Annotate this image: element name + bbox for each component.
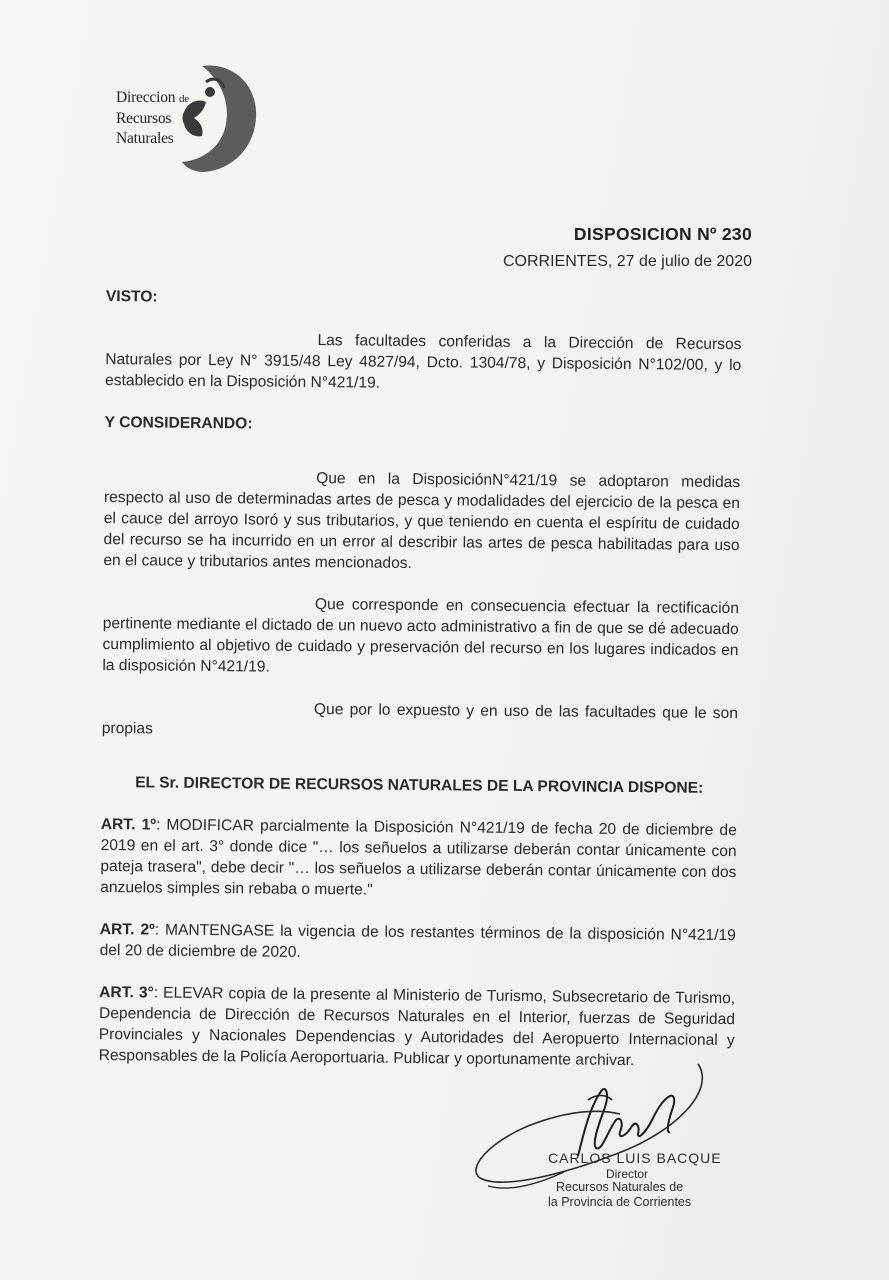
- article-text: : ELEVAR copia de la presente al Ministerio de Turismo, Subsecretario de Turismo, Dependencia de Dirección de Recursos Naturales en el Interior, fuerzas de Seguridad Provinciales y Nacionales Dependencias y Autoridades del Aeropuerto Internacional y Responsables de la Policía Aeroportuaria. Publicar y oportunamente archivar.: [98, 984, 736, 1070]
- document-header: [503, 224, 752, 271]
- article-label: ART. 1º: [100, 815, 157, 834]
- considerando-paragraph: Que en la DisposiciónN°421/19 se adoptaron medidas respecto al uso de determinadas artes de pesca y modalidades del ejercicio de la pesca en el cauce del arroyo Isoró y sus tributarios, y que teniendo en cuenta el espíritu de cuidado del recurso se ha incurrido en un error al describir las artes de pesca habilitadas para uso en el cauce y tributarios antes mencionados.: [103, 470, 741, 572]
- article-label: ART. 2º: [99, 920, 155, 939]
- article-label: ART. 3°: [99, 983, 154, 1002]
- considerando-paragraph: Que corresponde en consecuencia efectuar la rectificación pertinente mediante el dictado de un nuevo acto administrativo a fin de que se dé adecuado cumplimiento al objetivo de cuidado y preservación del recurso en los lugares indicados en la disposición N°421/19.: [102, 596, 740, 676]
- visto-heading: VISTO:: [105, 287, 158, 306]
- article-text: : MANTENGASE la vigencia de los restantes términos de la disposición N°421/19 del 20 de diciembre de 2020.: [99, 921, 736, 961]
- signatory-name: CARLOS LUIS BACQUE: [548, 1150, 722, 1166]
- considerando-paragraph: Que por lo expuesto y en uso de las facultades que le son propias: [101, 701, 739, 738]
- document-body: [99, 286, 742, 1072]
- article-text: : MODIFICAR parcialmente la Disposición N°421/19 de fecha 20 de diciembre de 2019 en el art. 3° donde dice "… los señuelos a utilizarse deberán contar únicamente con pateja trasera", debe decir "… los señuelos a utilizarse deberán contar únicamente con dos anzuelos simples sin rebaba o muerte.": [100, 816, 737, 899]
- considerando-heading: Y CONSIDERANDO:: [104, 413, 253, 433]
- logo-line-3: Naturales: [116, 130, 174, 147]
- dispone-heading: EL Sr. DIRECTOR DE RECURSOS NATURALES DE LA PROVINCIA DISPONE:: [135, 774, 704, 797]
- visto-text: Las facultades conferidas a la Dirección de Recursos Naturales por Ley N° 3915/48 Ley 4827/94, Dcto. 1304/78, y Disposición N°102/00, y lo establecido en la Disposición N°421/19.: [105, 332, 742, 392]
- article-1: [100, 814, 737, 904]
- article-2: [100, 919, 736, 967]
- signatory-role: Director: [606, 1167, 649, 1181]
- signatory-org-line-2: la Provincia de Corrientes: [548, 1195, 692, 1209]
- article-3: [99, 982, 736, 1072]
- logo-line-1-small: de: [179, 93, 189, 105]
- logo: [110, 62, 260, 174]
- logo-emblem-icon: [174, 62, 260, 174]
- place-date: CORRIENTES, 27 de julio de 2020: [502, 253, 752, 270]
- logo-line-1: Direccion: [116, 89, 176, 106]
- signatory-org-line-1: Recursos Naturales de: [556, 1180, 684, 1194]
- logo-line-2: Recursos: [116, 110, 172, 127]
- disposition-title: DISPOSICION Nº 230: [573, 224, 752, 244]
